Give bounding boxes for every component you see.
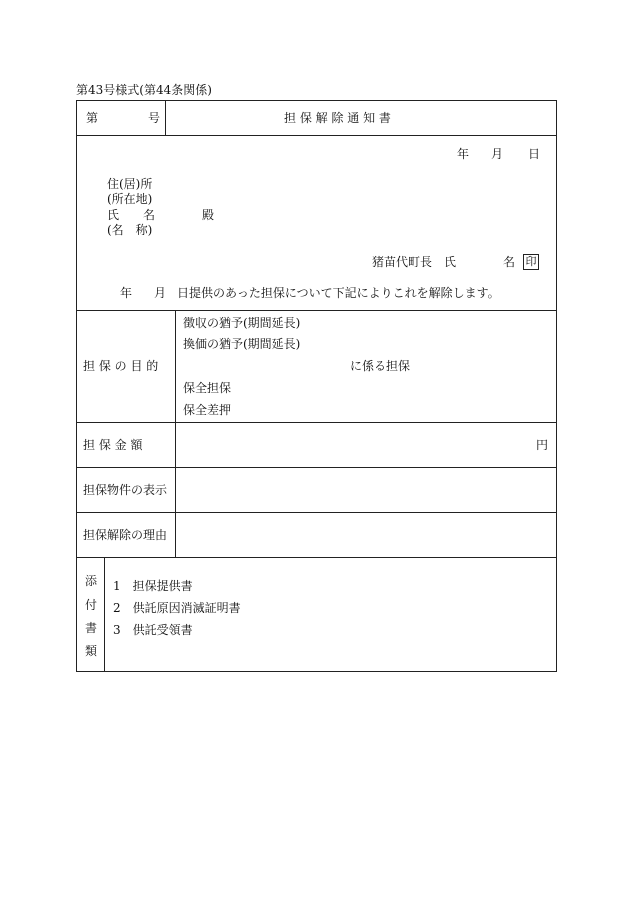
attachments-label-char: 付 <box>85 598 98 612</box>
purpose-option: 保全担保 <box>183 381 232 395</box>
divider <box>165 100 166 135</box>
attachments-label-char: 類 <box>85 644 98 658</box>
purpose-label: 担 保 の 目 的 <box>83 359 159 373</box>
issuer-mei: 名 <box>503 255 516 269</box>
name-label: 氏 名 <box>107 208 156 222</box>
divider <box>76 135 557 136</box>
honorific: 殿 <box>202 208 215 222</box>
purpose-option: 徴収の猶予(期間延長) <box>183 316 301 330</box>
purpose-option: 換価の猶予(期間延長) <box>183 337 301 351</box>
attachments-label-char: 書 <box>85 621 98 635</box>
date-year: 年 <box>457 147 470 161</box>
amount-unit: 円 <box>536 438 549 452</box>
address-label: 住(居)所 <box>107 177 153 191</box>
divider <box>76 512 557 513</box>
statement-text: 日提供のあった担保について下記によりこれを解除します。 <box>177 286 500 300</box>
divider <box>76 422 557 423</box>
document-title: 担 保 解 除 通 知 書 <box>284 111 391 125</box>
attachments-label-char: 添 <box>85 574 98 588</box>
amount-label: 担 保 金 額 <box>83 438 143 452</box>
address-alt-label: (所在地) <box>107 192 153 206</box>
divider <box>104 557 105 672</box>
name-alt-label: (名 称) <box>107 223 153 237</box>
date-day: 日 <box>528 147 541 161</box>
purpose-connector: に係る担保 <box>350 359 411 373</box>
statement-month: 月 <box>154 286 167 300</box>
attachment-item: 2 供託原因消滅証明書 <box>113 601 241 615</box>
date-month: 月 <box>491 147 504 161</box>
number-label-dai: 第 <box>86 111 99 125</box>
issuer-title: 猪苗代町長 <box>372 255 433 269</box>
issuer-shi: 氏 <box>444 255 457 269</box>
attachment-item: 1 担保提供書 <box>113 579 193 593</box>
statement-year: 年 <box>120 286 133 300</box>
reason-label: 担保解除の理由 <box>83 528 168 542</box>
form-number: 第43号様式(第44条関係) <box>76 83 212 97</box>
divider <box>76 557 557 558</box>
seal-mark: 印 <box>523 254 539 270</box>
divider <box>76 310 557 311</box>
divider <box>175 310 176 557</box>
divider <box>76 467 557 468</box>
number-label-go: 号 <box>148 111 161 125</box>
property-label: 担保物件の表示 <box>83 483 168 497</box>
attachment-item: 3 供託受領書 <box>113 623 193 637</box>
purpose-option: 保全差押 <box>183 403 232 417</box>
